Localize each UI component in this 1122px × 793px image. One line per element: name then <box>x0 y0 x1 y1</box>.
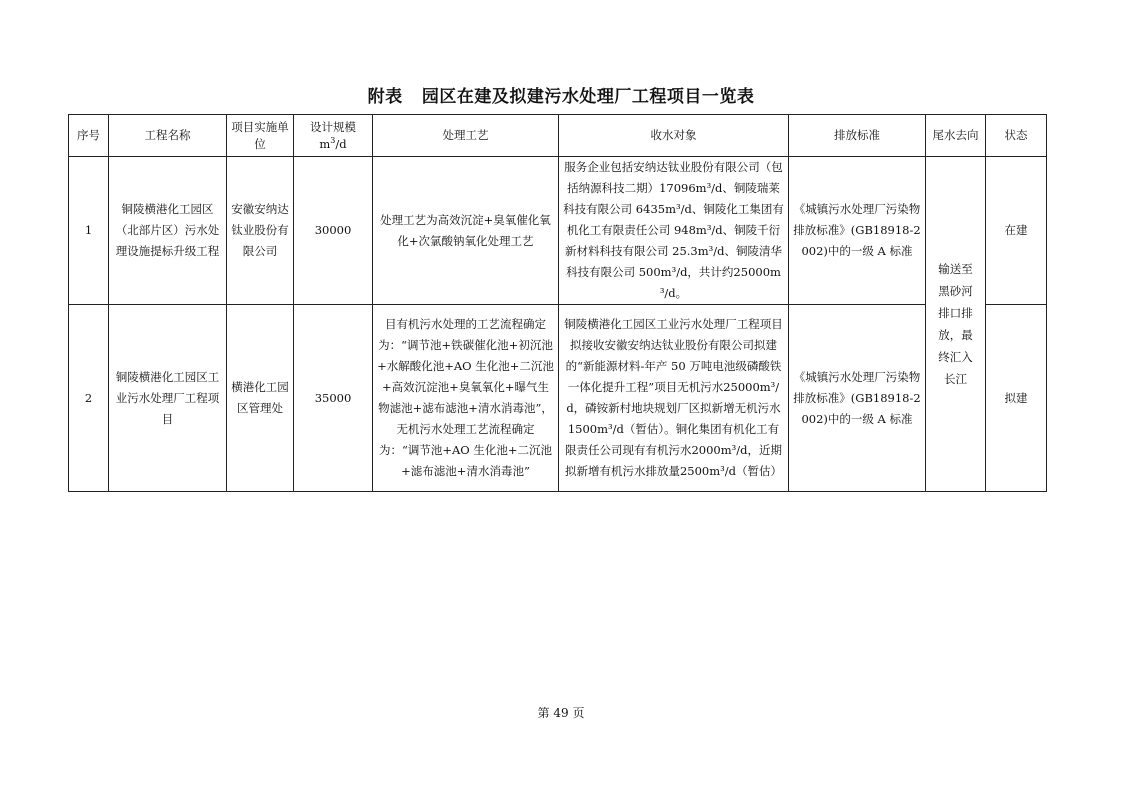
row-status: 在建 <box>986 157 1047 305</box>
row-service-targets: 服务企业包括安纳达钛业股份有限公司（包括纳源科技二期）17096m³/d、铜陵瑞莱科技有限公司 6435m³/d、铜陵化工集团有机化工有限责任公司 948m³/d、铜陵千衍新材料科技有限公司 25.3m³/d、铜陵清华科技有限公司 500m³/d，共计约25000m³/d。 <box>559 157 789 305</box>
shared-outlet-cell <box>926 157 986 492</box>
header-capacity <box>294 115 373 157</box>
row-seq: 2 <box>69 305 109 492</box>
project-table <box>68 114 1047 492</box>
header-capacity-unit: $m^3/d$ <box>319 135 347 151</box>
row-project-name: 铜陵横港化工园区工业污水处理厂工程项目 <box>109 305 227 492</box>
table-header-row <box>69 115 1047 157</box>
row-process: 目有机污水处理的工艺流程确定为：“调节池+铁碳催化池+初沉池+水解酸化池+AO 生化池+二沉池+高效沉淀池+臭氧氧化+曝气生物滤池+滤布滤池+清水消毒池”，无机污水处理工艺流程确定为：“调节池+AO 生化池+二沉池+滤布滤池+清水消毒池” <box>373 305 559 492</box>
header-capacity-label: 设计规模 <box>310 119 356 134</box>
row-seq: 1 <box>69 157 109 305</box>
header-project-name: 工程名称 <box>109 115 227 157</box>
header-status: 状态 <box>986 115 1047 157</box>
table-row <box>69 305 1047 492</box>
header-standard: 排放标准 <box>789 115 926 157</box>
page-title: 附表 园区在建及拟建污水处理厂工程项目一览表 <box>367 87 755 107</box>
row-project-name: 铜陵横港化工园区（北部片区）污水处理设施提标升级工程 <box>109 157 227 305</box>
row-capacity: 35000 <box>294 305 373 492</box>
table-row <box>69 157 1047 305</box>
header-seq: 序号 <box>69 115 109 157</box>
row-process: 处理工艺为高效沉淀+臭氧催化氧化+次氯酸钠氧化处理工艺 <box>373 157 559 305</box>
header-outlet: 尾水去向 <box>926 115 986 157</box>
page-number: 第 49 页 <box>537 706 585 720</box>
row-status: 拟建 <box>986 305 1047 492</box>
row-implementer: 横港化工园区管理处 <box>227 305 294 492</box>
row-standard: 《城镇污水处理厂污染物排放标准》(GB18918-2002)中的一级 A 标准 <box>789 157 926 305</box>
row-service-targets: 铜陵横港化工园区工业污水处理厂工程项目拟接收安徽安纳达钛业股份有限公司拟建的“新能源材料-年产 50 万吨电池级磷酸铁一体化提升工程”项目无机污水25000m³/d，磷铵新村地块规划厂区拟新增无机污水 1500m³/d（暂估）。铜化集团有机化工有限责任公司现有有机污水2000m³/d，近期拟新增有机污水排放量2500m³/d（暂估） <box>559 305 789 492</box>
header-service-targets: 收水对象 <box>559 115 789 157</box>
row-standard: 《城镇污水处理厂污染物排放标准》(GB18918-2002)中的一级 A 标准 <box>789 305 926 492</box>
outlet-text: 输送至黑砂河排口排放，最终汇入长江 <box>938 262 973 386</box>
header-process: 处理工艺 <box>373 115 559 157</box>
header-implementer: 项目实施单位 <box>227 115 294 157</box>
row-implementer: 安徽安纳达钛业股份有限公司 <box>227 157 294 305</box>
row-capacity: 30000 <box>294 157 373 305</box>
